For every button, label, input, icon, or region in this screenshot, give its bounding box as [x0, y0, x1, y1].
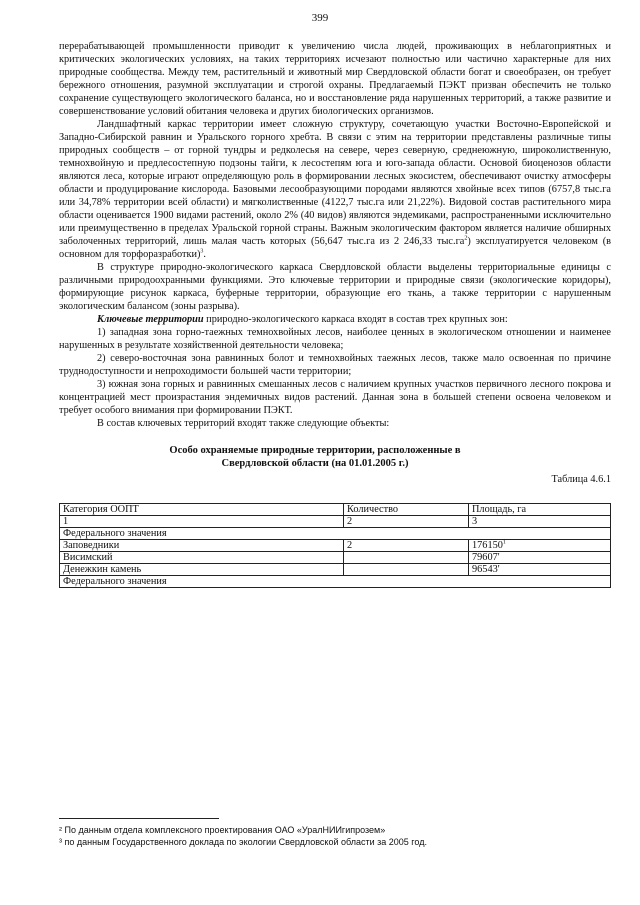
zone-item-3: 3) южная зона горных и равнинных смешанных лесов с наличием крупных участков первичного лесного покрова и концентрацией мест произрастания эндемичных видов растений. Данная зона в большей степени освоена человеком и требует особого внимания при формировании ПЭКТ. [59, 379, 611, 416]
key-territories-term: Ключевые территории [97, 314, 204, 325]
header-count: Количество [344, 504, 469, 516]
footnote-ref-2: 2 [464, 235, 468, 242]
table-title-line-2: Свердловской области (на 01.01.2005 г.) [221, 458, 409, 469]
table-numbering-row [60, 516, 611, 528]
row-area: 79607' [469, 552, 611, 564]
row-area: 96543' [469, 564, 611, 576]
table-section-row [60, 576, 611, 588]
row-area [469, 540, 611, 552]
table-row [60, 540, 611, 552]
section-federal-2: Федерального значения [60, 576, 611, 588]
spacer [59, 430, 611, 444]
paragraph-structure: В структуре природно-экологического каркаса Свердловской области выделены территориальные единицы с различными природоохранными функциями. Это ключевые территории и природные связи (экологические коридоры), формирующие рисунок каркаса, буферные территории, образующие его ткань, а также территории с нарушенным экологическим балансом (зоны разрыва). [59, 262, 611, 312]
row-name: Заповедники [60, 540, 344, 552]
table-label: Таблица 4.6.1 [551, 474, 611, 485]
footnote-divider [59, 818, 219, 819]
paragraph-landscape-text-2: ) эксплуатируется человеком (в основном для торфоразработки) [59, 236, 611, 260]
row-name: Денежкин камень [60, 564, 344, 576]
table-title-line-1: Особо охраняемые природные территории, расположенные в [169, 445, 461, 456]
numbering-cell: 3 [469, 516, 611, 528]
row-name: Висимский [60, 552, 344, 564]
row-count: 2 [344, 540, 469, 552]
zone-item-2: 2) северо-восточная зона равнинных болот и темнохвойных таежных лесов, также мало освоенная по причине труднодоступности и непроходимости большей части территории; [59, 353, 611, 377]
footnote-3: ³ по данным Государственного доклада по экологии Свердловской области за 2005 год. [59, 837, 427, 847]
section-federal: Федерального значения [60, 528, 611, 540]
row-area-value: 176150 [472, 540, 503, 551]
footnote-2: ² По данным отдела комплексного проектирования ОАО «УралНИИгипрозем» [59, 825, 386, 835]
paragraph-key-territories [59, 313, 611, 326]
row-count [344, 552, 469, 564]
body-text [59, 40, 611, 588]
paragraph-intro: перерабатывающей промышленности приводит к увеличению числа людей, проживающих в неблагоприятных и критических экологических условиях, на таких территориях исчезают полностью или частично характерные для них природные сообщества. Между тем, растительный и животный мир Свердловской области богат и своеобразен, он требует бережного отношения, разумной эксплуатации и строгой охраны. Предлагаемый ПЭКТ призван обеспечить не только сохранение существующего экологического баланса, но и восстановление ряда нарушенных территорий, а также развитие и совершенствование условий обитания человека и других биологических организмов. [59, 41, 611, 117]
row-area-footnote: 1 [502, 539, 506, 546]
zone-item-1: 1) западная зона горно-таежных темнохвойных лесов, наиболее ценных в экологическом отношении и наименее нарушенных в результате хозяйственной деятельности человека; [59, 327, 611, 351]
table-section-row [60, 528, 611, 540]
paragraph-objects: В состав ключевых территорий входят также следующие объекты: [97, 418, 390, 429]
header-category: Категория ООПТ [60, 504, 344, 516]
key-territories-text: природно-экологического каркаса входят в состав трех крупных зон: [203, 314, 508, 325]
footnote-ref-3: 3 [200, 248, 204, 255]
paragraph-landscape [59, 118, 611, 261]
header-area: Площадь, га [469, 504, 611, 516]
paragraph-landscape-end: . [203, 249, 206, 260]
page-number: 399 [311, 12, 329, 24]
table-title [19, 444, 611, 470]
paragraph-landscape-text: Ландшафтный каркас территории имеет сложную структуру, сочетающую участки Восточно-Европейской и Западно-Сибирской равнин и Уральского горного хребта. В связи с этим на территории представлены различные типы природных сообществ – от горной тундры и редколесья на севере, через северную, среднеюжную, широколиственную, темнохвойную и предлесостепную подзоны тайги, к лесостепям юга и юго-запада области. Основой биоценозов области являются леса, которые играют определяющую роль в формировании лесных экосистем, обеспечивают очистку атмосферы области и продуцирование кислорода. Базовыми лесообразующими породами являются хвойные всех типов (6757,8 тыс.га или 34,78% территории всей области) и мягколиственные (4122,7 тыс.га или 21,22%). Видовой состав растительного мира области оценивается 1900 видами растений, около 2% (40 видов) являются эндемиками, распространенными исключительно или преимущественно в пределах Уральской горной страны. Важным экологическим фактором является наличие обширных заболоченных территорий, лишь малая часть которых (56,647 тыс.га из 2 246,33 тыс.га [59, 119, 611, 247]
table-row [60, 564, 611, 576]
numbering-cell: 1 [60, 516, 344, 528]
footnotes [59, 824, 619, 848]
row-count [344, 564, 469, 576]
table-header-row [60, 504, 611, 516]
numbering-cell: 2 [344, 516, 469, 528]
table-row [60, 552, 611, 564]
protected-areas-table [59, 503, 611, 588]
